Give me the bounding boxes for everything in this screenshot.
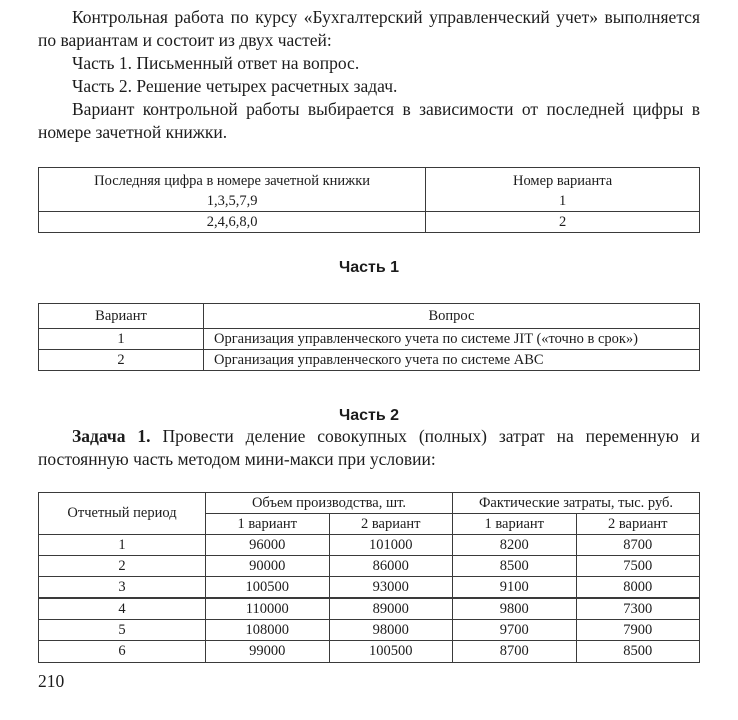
table-cell: 90000 (206, 555, 330, 576)
intro-paragraph: Контрольная работа по курсу «Бухгалтерский управленческий учет» выполняется по вариантам и состоит из двух частей: (38, 7, 700, 51)
table-cell: Организация управленческого учета по системе JIT («точно в срок») (204, 329, 700, 350)
column-header: Вариант (39, 303, 204, 328)
page-number: 210 (38, 671, 65, 691)
table-cell: 9800 (453, 598, 577, 620)
table-cell: 2 (39, 350, 204, 371)
table-cell: 8700 (576, 534, 700, 555)
table-cell: 101000 (329, 534, 453, 555)
table-cell: 108000 (206, 620, 330, 641)
table-cell: 8500 (453, 555, 577, 576)
table-cell: 1 (39, 534, 206, 555)
table-cell: 7300 (576, 598, 700, 620)
table-cell: 86000 (329, 555, 453, 576)
column-group-header: Фактические затраты, тыс. руб. (453, 492, 700, 513)
table-row (39, 555, 700, 576)
table-cell: 6 (39, 641, 206, 662)
table-cell: 100500 (206, 577, 330, 599)
table-cell: 9100 (453, 577, 577, 599)
table-cell: 89000 (329, 598, 453, 620)
table-cell: 1,3,5,7,9 (39, 191, 426, 212)
table-cell: 1 (39, 329, 204, 350)
table-cell: 8700 (453, 641, 577, 662)
table-cell: 2 (426, 211, 700, 232)
part1-heading: Часть 1 (338, 258, 400, 276)
table-header-row (39, 167, 700, 191)
table-cell: 1 (426, 191, 700, 212)
column-header: Последняя цифра в номере зачетной книжки (39, 167, 426, 191)
column-header: Номер варианта (426, 167, 700, 191)
table-cell: 9700 (453, 620, 577, 641)
table-cell: 110000 (206, 598, 330, 620)
column-subheader: 2 вариант (576, 513, 700, 534)
table-cell: 4 (39, 598, 206, 620)
table-cell: 99000 (206, 641, 330, 662)
table-cell: 3 (39, 577, 206, 599)
table-cell: 100500 (329, 641, 453, 662)
table-row (39, 577, 700, 599)
part2-line: Часть 2. Решение четырех расчетных задач. (72, 76, 398, 97)
table-cell: 7500 (576, 555, 700, 576)
table-header-row (39, 492, 700, 513)
task1-data-table (38, 492, 700, 663)
table-cell: 8000 (576, 577, 700, 599)
table-cell: 96000 (206, 534, 330, 555)
table-row (39, 598, 700, 620)
column-group-header: Объем производства, шт. (206, 492, 453, 513)
column-subheader: 2 вариант (329, 513, 453, 534)
table-cell: 2,4,6,8,0 (39, 211, 426, 232)
table-row (39, 350, 700, 371)
table-row (39, 534, 700, 555)
task1-paragraph (38, 425, 700, 471)
table-cell: 93000 (329, 577, 453, 599)
table-cell: 98000 (329, 620, 453, 641)
table-row (39, 191, 700, 212)
variant-selection-table (38, 167, 700, 233)
column-header: Отчетный период (39, 492, 206, 534)
task1-label: Задача 1. (72, 426, 151, 447)
table-cell: Организация управленческого учета по системе ABC (204, 350, 700, 371)
table-cell: 8200 (453, 534, 577, 555)
table-row (39, 641, 700, 662)
table-cell: 5 (39, 620, 206, 641)
part1-line: Часть 1. Письменный ответ на вопрос. (72, 53, 360, 74)
table-cell: 2 (39, 555, 206, 576)
column-subheader: 1 вариант (206, 513, 330, 534)
column-header: Вопрос (204, 303, 700, 328)
table-row (39, 329, 700, 350)
part2-heading: Часть 2 (338, 407, 400, 425)
task1-text: Провести деление совокупных (полных) затрат на переменную и постоянную часть методом мини-макси при условии: (38, 426, 700, 470)
table-cell: 8500 (576, 641, 700, 662)
variant-rule-paragraph: Вариант контрольной работы выбирается в зависимости от последней цифры в номере зачетной книжки. (38, 99, 700, 143)
table-row (39, 211, 700, 232)
table-header-row (39, 303, 700, 328)
part1-questions-table (38, 303, 700, 371)
table-row (39, 620, 700, 641)
column-subheader: 1 вариант (453, 513, 577, 534)
table-cell: 7900 (576, 620, 700, 641)
